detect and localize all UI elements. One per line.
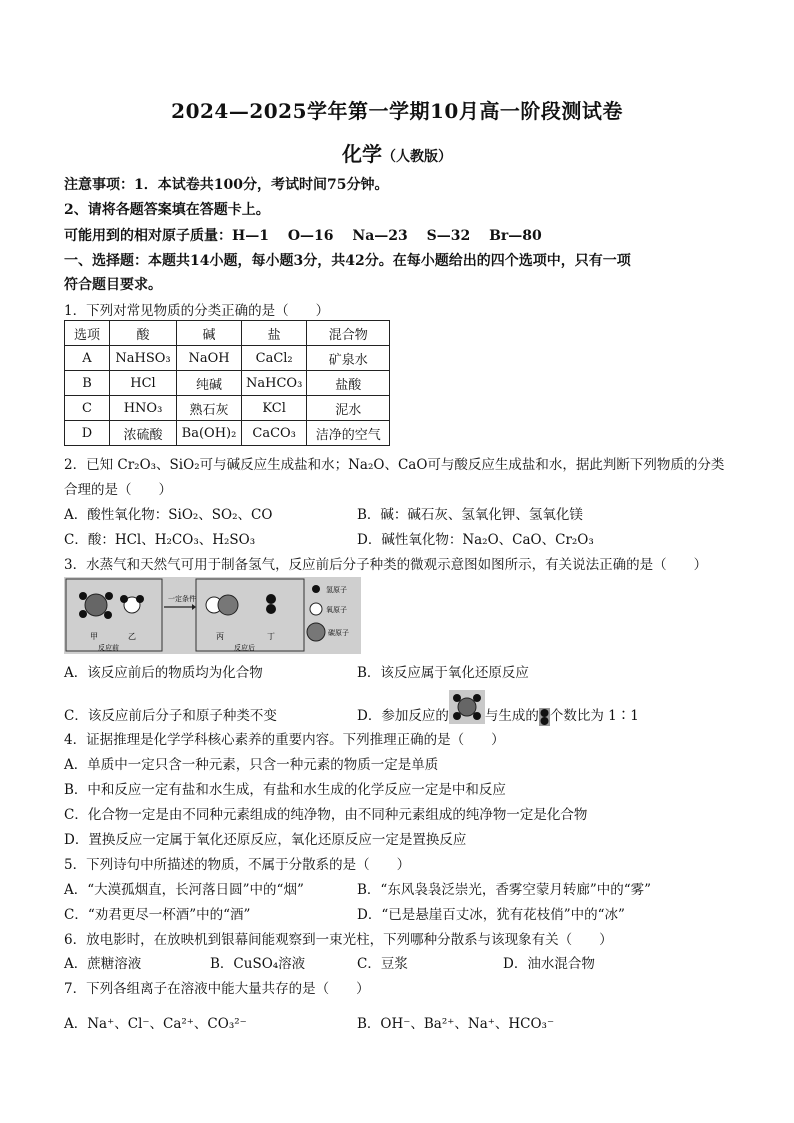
table-cell: NaOH bbox=[177, 346, 242, 371]
table-cell: CaCl₂ bbox=[242, 346, 307, 371]
table-cell: 盐酸 bbox=[307, 371, 390, 396]
q3-option-d bbox=[357, 704, 639, 726]
table-row bbox=[65, 346, 390, 371]
table-cell: NaHSO₃ bbox=[110, 346, 177, 371]
q2-option-b: B．碱：碱石灰、氢氧化钾、氢氧化镁 bbox=[357, 507, 583, 523]
table-header-cell: 碱 bbox=[177, 321, 242, 346]
q3-option-d-pre: D．参加反应的 bbox=[357, 708, 449, 724]
q7-stem: 7．下列各组离子在溶液中能大量共存的是（ ） bbox=[64, 981, 370, 997]
q3-reaction-figure bbox=[64, 577, 361, 654]
label-after: 反应后 bbox=[234, 644, 255, 652]
q5-option-d: D．“已是悬崖百丈冰，犹有花枝俏”中的“冰” bbox=[357, 907, 625, 923]
hydrogen-molecule-image bbox=[539, 708, 550, 726]
legend-hydrogen: 氢原子 bbox=[326, 586, 347, 594]
q3-option-d-mid: 与生成的 bbox=[484, 708, 539, 724]
atomic-mass-line: 可能用到的相对原子质量：H—1 O—16 Na—23 S—32 Br—80 bbox=[64, 228, 542, 244]
subject-name: 化学 bbox=[342, 142, 382, 166]
q2-stem-a: 2．已知 Cr₂O₃、SiO₂可与碱反应生成盐和水；Na₂O、CaO可与酸反应生成盐和水，据此判断下列物质的分类 bbox=[64, 457, 725, 473]
q4-option-d: D．置换反应一定属于氧化还原反应，氧化还原反应一定是置换反应 bbox=[64, 832, 467, 848]
table-cell: 浓硫酸 bbox=[110, 421, 177, 446]
note-1: 注意事项：1．本试卷共100分，考试时间75分钟。 bbox=[64, 177, 389, 193]
q2-option-a: A．酸性氧化物：SiO₂、SO₂、CO bbox=[64, 507, 273, 523]
note-2: 2、请将各题答案填在答题卡上。 bbox=[64, 202, 270, 218]
q5-option-b: B．“东风袅袅泛崇光，香雾空蒙月转廊”中的“雾” bbox=[357, 882, 652, 898]
q3-option-d-post: 个数比为 1∶1 bbox=[549, 708, 639, 724]
q4-option-b: B．中和反应一定有盐和水生成，有盐和水生成的化学反应一定是中和反应 bbox=[64, 782, 506, 798]
q2-option-d: D．碱性氧化物：Na₂O、CaO、Cr₂O₃ bbox=[357, 532, 594, 548]
q6-option-b: B．CuSO₄溶液 bbox=[210, 956, 306, 972]
table-cell: Ba(OH)₂ bbox=[177, 421, 242, 446]
table-cell: 矿泉水 bbox=[307, 346, 390, 371]
table-cell: NaHCO₃ bbox=[242, 371, 307, 396]
edition-label: （人教版） bbox=[382, 149, 452, 165]
reaction-diagram bbox=[64, 577, 361, 654]
q4-stem: 4．证据推理是化学学科核心素养的重要内容。下列推理正确的是（ ） bbox=[64, 732, 505, 748]
q2-option-c: C．酸：HCl、H₂CO₃、H₂SO₃ bbox=[64, 532, 256, 548]
q7-option-a: A．Na⁺、Cl⁻、Ca²⁺、CO₃²⁻ bbox=[64, 1016, 247, 1032]
q3-option-a: A．该反应前后的物质均为化合物 bbox=[64, 665, 263, 681]
table-cell: 洁净的空气 bbox=[307, 421, 390, 446]
table-row bbox=[65, 421, 390, 446]
table-row bbox=[65, 396, 390, 421]
section-heading-b: 符合题目要求。 bbox=[64, 277, 162, 293]
table-cell: CaCO₃ bbox=[242, 421, 307, 446]
section-heading-a: 一、选择题：本题共14小题，每小题3分，共42分。在每小题给出的四个选项中，只有一项 bbox=[64, 253, 631, 269]
table-cell: B bbox=[65, 371, 110, 396]
label-condition: 一定条件 bbox=[168, 595, 196, 603]
q7-option-b: B．OH⁻、Ba²⁺、Na⁺、HCO₃⁻ bbox=[357, 1016, 555, 1032]
q4-option-c: C．化合物一定是由不同种元素组成的纯净物，由不同种元素组成的纯净物一定是化合物 bbox=[64, 807, 588, 823]
table-header-row bbox=[65, 321, 390, 346]
table-cell: A bbox=[65, 346, 110, 371]
q6-option-a: A．蔗糖溶液 bbox=[64, 956, 142, 972]
q6-option-c: C．豆浆 bbox=[357, 956, 408, 972]
q6-option-d: D．油水混合物 bbox=[503, 956, 595, 972]
methane-molecule-image bbox=[449, 690, 485, 724]
legend-oxygen: 氧原子 bbox=[326, 606, 347, 614]
q2-stem-b: 合理的是（ ） bbox=[64, 482, 172, 498]
q3-stem: 3．水蒸气和天然气可用于制备氢气，反应前后分子种类的微观示意图如图所示，有关说法正确的是（ ） bbox=[64, 557, 708, 573]
table-cell: KCl bbox=[242, 396, 307, 421]
q5-stem: 5．下列诗句中所描述的物质，不属于分散系的是（ ） bbox=[64, 857, 411, 873]
label-ding: 丁 bbox=[267, 632, 275, 641]
table-cell: 纯碱 bbox=[177, 371, 242, 396]
table-header-cell: 盐 bbox=[242, 321, 307, 346]
q1-stem: 1．下列对常见物质的分类正确的是（ ） bbox=[64, 303, 330, 319]
legend-carbon: 碳原子 bbox=[328, 629, 349, 637]
table-header-cell: 选项 bbox=[65, 321, 110, 346]
q4-option-a: A．单质中一定只含一种元素，只含一种元素的物质一定是单质 bbox=[64, 757, 439, 773]
label-before: 反应前 bbox=[98, 644, 119, 652]
q5-option-c: C．“劝君更尽一杯酒”中的“酒” bbox=[64, 907, 251, 923]
table-cell: D bbox=[65, 421, 110, 446]
subject-title bbox=[0, 138, 794, 167]
table-cell: C bbox=[65, 396, 110, 421]
q6-stem: 6．放电影时，在放映机到银幕间能观察到一束光柱，下列哪种分散系与该现象有关（ ） bbox=[64, 932, 613, 948]
table-cell: 泥水 bbox=[307, 396, 390, 421]
label-bing: 丙 bbox=[216, 632, 224, 641]
table-cell: HCl bbox=[110, 371, 177, 396]
table-cell: HNO₃ bbox=[110, 396, 177, 421]
table-header-cell: 混合物 bbox=[307, 321, 390, 346]
table-row bbox=[65, 371, 390, 396]
q3-option-c: C．该反应前后分子和原子种类不变 bbox=[64, 708, 277, 724]
q5-option-a: A．“大漠孤烟直，长河落日圆”中的“烟” bbox=[64, 882, 304, 898]
table-header-cell: 酸 bbox=[110, 321, 177, 346]
table-cell: 熟石灰 bbox=[177, 396, 242, 421]
q3-option-b: B．该反应属于氧化还原反应 bbox=[357, 665, 529, 681]
label-jia: 甲 bbox=[90, 632, 98, 641]
q1-classification-table bbox=[64, 320, 390, 446]
exam-title: 2024—2025学年第一学期10月高一阶段测试卷 bbox=[171, 99, 623, 123]
label-yi: 乙 bbox=[128, 632, 136, 641]
